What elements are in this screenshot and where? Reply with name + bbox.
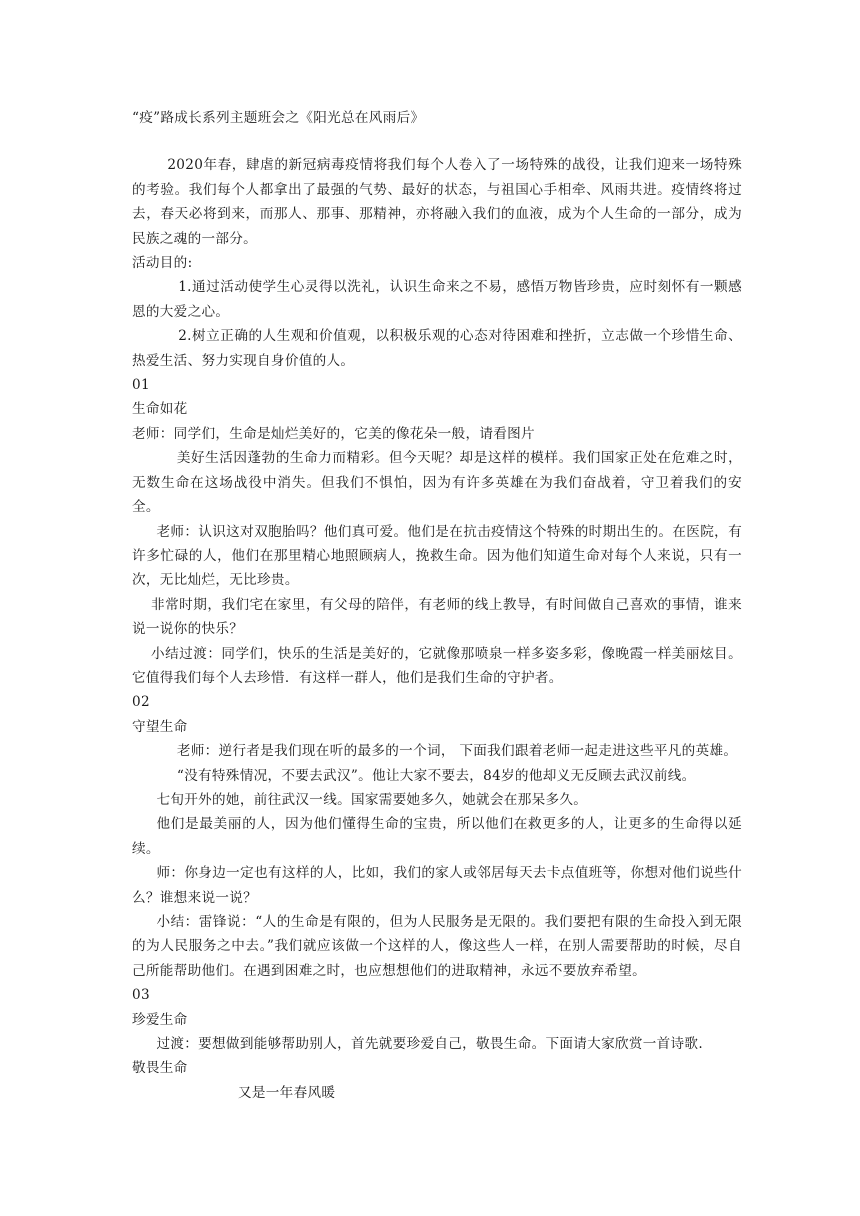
section-3-heading: 珍爱生命 bbox=[132, 1011, 188, 1028]
section-3-paragraph: 过渡：要想做到能够帮助别人，首先就要珍爱自己，敬畏生命。下面请大家欣赏一首诗歌. bbox=[156, 1036, 703, 1053]
section-2-heading: 守望生命 bbox=[132, 718, 188, 735]
section-2-paragraph: 七旬开外的她，前往武汉一线。国家需要她多久，她就会在那呆多久。 bbox=[156, 791, 588, 808]
section-2-paragraph: “没有特殊情况，不要去武汉”。他让大家不要去，84岁的他却义无反顾去武汉前线。 bbox=[176, 767, 696, 784]
section-1-paragraph: 小结过渡：同学们，快乐的生活是美好的，它就像那喷泉一样多姿多彩，像晚霞一样美丽炫目。它值得我们每个人去珍惜．有这样一群人，他们是我们生命的守护者。 bbox=[132, 645, 742, 686]
purpose-item-1: 1.通过活动使学生心灵得以洗礼，认识生命来之不易，感悟万物皆珍贵，应时刻怀有一颗感恩的大爱之心。 bbox=[132, 279, 742, 320]
section-2-paragraph: 老师：逆行者是我们现在听的最多的一个词， 下面我们跟着老师一起走进这些平凡的英雄。 bbox=[176, 743, 738, 760]
section-3-number: 03 bbox=[132, 987, 150, 1004]
section-2-number: 02 bbox=[132, 694, 150, 711]
section-1-paragraph: 美好生活因蓬勃的生命力而精彩。但今天呢？却是这样的模样。我们国家正处在危难之时，无数生命在这场战役中消失。但我们不惧怕，因为有许多英雄在为我们奋战着，守卫着我们的安全。 bbox=[132, 450, 742, 516]
section-2-paragraph: 小结：雷锋说：“人的生命是有限的，但为人民服务是无限的。我们要把有限的生命投入到无限的为人民服务之中去。”我们就应该做一个这样的人，像这些人一样，在别人需要帮助的时候，尽自己所能帮助他们。在遇到困难之时，也应想想他们的进取精神，永远不要放弃希望。 bbox=[132, 914, 742, 979]
section-2-paragraph: 他们是最美丽的人，因为他们懂得生命的宝贵，所以他们在救更多的人，让更多的生命得以延续。 bbox=[132, 816, 742, 857]
purpose-item-2: 2.树立正确的人生观和价值观，以积极乐观的心态对待困难和挫折，立志做一个珍惜生命、热爱生活、努力实现自身价值的人。 bbox=[132, 328, 742, 369]
section-1-paragraph: 老师：同学们，生命是灿烂美好的，它美的像花朵一般，请看图片 bbox=[132, 425, 535, 442]
poem-title: 敬畏生命 bbox=[132, 1060, 188, 1077]
section-1-heading: 生命如花 bbox=[132, 401, 188, 418]
section-1-number: 01 bbox=[132, 377, 150, 394]
intro-paragraph: 2020年春，肆虐的新冠病毒疫情将我们每个人卷入了一场特殊的战役，让我们迎来一场特殊的考验。我们每个人都拿出了最强的气势、最好的状态，与祖国心手相牵、风雨共进。疫情终将过去，春天必将到来，而那人、那事、那精神，亦将融入我们的血液，成为个人生命的一部分，成为民族之魂的一部分。 bbox=[132, 157, 742, 247]
document-page bbox=[132, 106, 742, 1105]
section-1-paragraph: 非常时期，我们宅在家里，有父母的陪伴，有老师的线上教导，有时间做自己喜欢的事情，谁来说一说你的快乐？ bbox=[132, 596, 742, 638]
purpose-label: 活动目的: bbox=[132, 255, 193, 272]
document-title: “疫”路成长系列主题班会之《阳光总在风雨后》 bbox=[132, 110, 425, 126]
section-1-paragraph: 老师：认识这对双胞胎吗？他们真可爱。他们是在抗击疫情这个特殊的时期出生的。在医院，有许多忙碌的人，他们在那里精心地照顾病人，挽救生命。因为他们知道生命对每个人来说，只有一次，无比灿烂，无比珍贵。 bbox=[132, 523, 742, 589]
poem-line: 又是一年春风暖 bbox=[238, 1084, 336, 1101]
section-2-paragraph: 师：你身边一定也有这样的人，比如，我们的家人或邻居每天去卡点值班等，你想对他们说些什么？谁想来说一说？ bbox=[132, 865, 742, 906]
